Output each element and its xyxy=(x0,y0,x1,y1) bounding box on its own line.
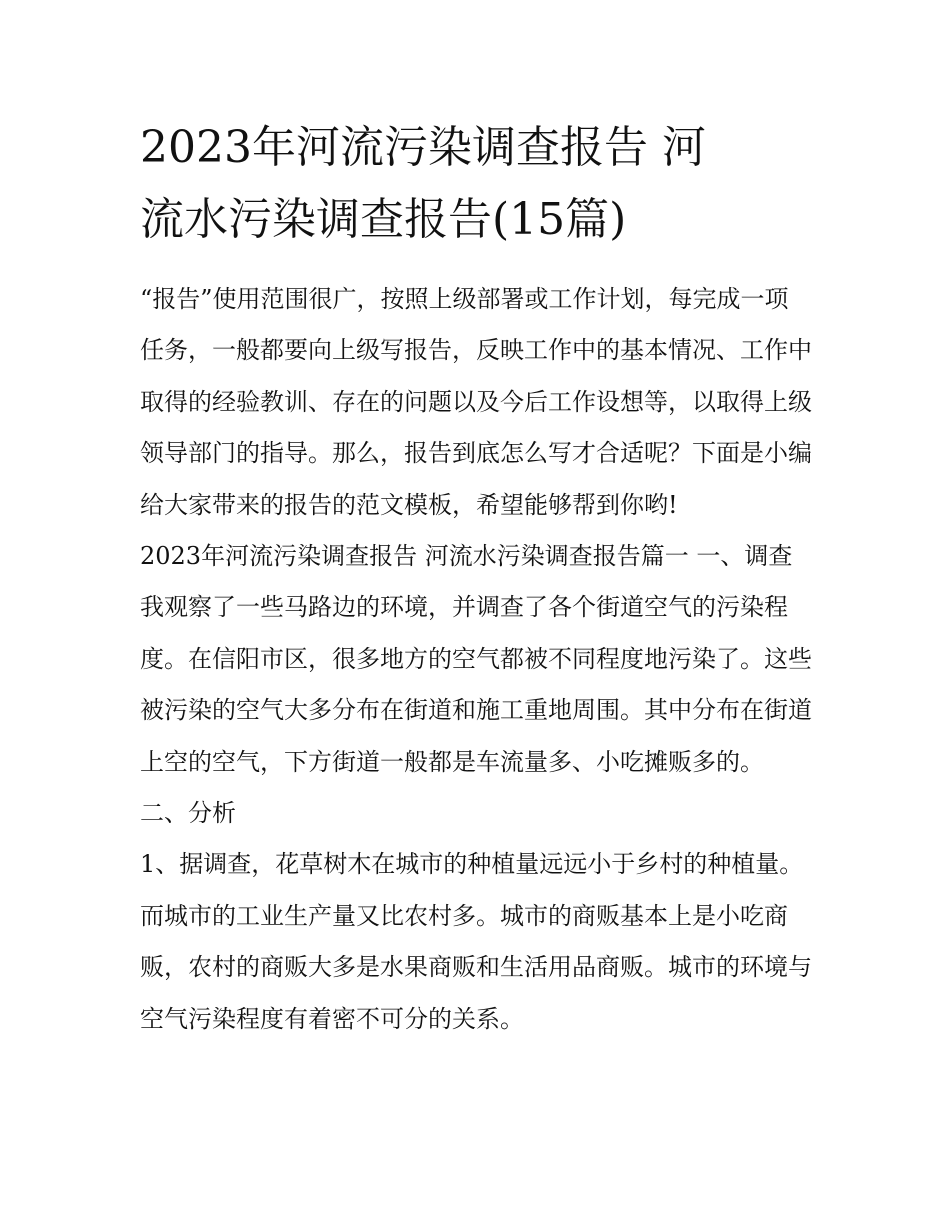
title-line-1: 2023年河流污染调查报告 河 xyxy=(140,122,706,173)
document-title xyxy=(140,112,812,256)
analysis-paragraph-1: 1、据调查，花草树木在城市的种植量远远小于乡村的种植量。而城市的工业生产量又比农村多。城市的商贩基本上是小吃商贩，农村的商贩大多是水果商贩和生活用品商贩。城市的环境与空气污染程度有着密不可分的关系。 xyxy=(140,850,812,1033)
section-heading-investigation: 2023年河流污染调查报告 河流水污染调查报告篇一 一、调查 xyxy=(140,542,793,571)
investigation-paragraph: 我观察了一些马路边的环境，并调查了各个街道空气的污染程度。在信阳市区，很多地方的空气都被不同程度地污染了。这些被污染的空气大多分布在街道和施工重地周围。其中分布在街道上空的空气，下方街道一般都是车流量多、小吃摊贩多的。 xyxy=(140,593,812,776)
section-heading-analysis: 二、分析 xyxy=(140,799,236,828)
document-page xyxy=(140,112,812,1045)
title-line-2: 流水污染调查报告(15篇) xyxy=(140,194,627,245)
intro-paragraph: “报告”使用范围很广，按照上级部署或工作计划，每完成一项任务，一般都要向上级写报告，反映工作中的基本情况、工作中取得的经验教训、存在的问题以及今后工作设想等，以取得上级领导部门的指导。那么，报告到底怎么写才合适呢？下面是小编给大家带来的报告的范文模板，希望能够帮到你哟! xyxy=(140,285,812,519)
